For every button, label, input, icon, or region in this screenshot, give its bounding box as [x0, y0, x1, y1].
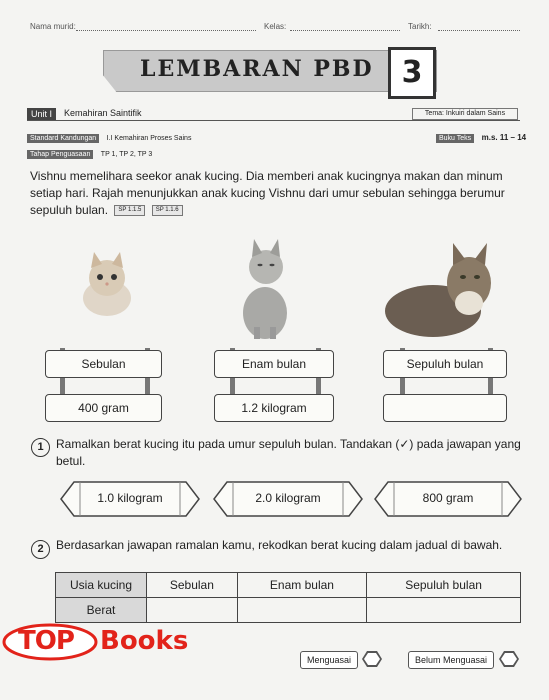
option-label: 800 gram	[422, 491, 474, 505]
column-header: Sebulan	[147, 573, 238, 598]
name-label: Nama murid:	[30, 22, 76, 31]
sheet-number: 3	[388, 47, 436, 99]
unit-name: Kemahiran Saintifik	[64, 108, 142, 118]
option-label: 2.0 kilogram	[255, 491, 321, 505]
class-label: Kelas:	[264, 22, 287, 31]
logo-top-text: TOP	[18, 626, 74, 656]
weight-sign-1: 400 gram	[45, 394, 162, 422]
divider	[27, 120, 520, 121]
buku-pages: m.s. 11 – 14	[481, 133, 527, 142]
tema-label: Tema: Inkuiri dalam Sains	[412, 108, 518, 120]
tahap-text: TP 1, TP 2, TP 3	[100, 151, 153, 158]
row-header-age: Usia kucing	[56, 573, 147, 598]
class-field[interactable]	[290, 22, 400, 31]
sp-tag-1: SP 1.1.5	[114, 205, 145, 216]
buku-tag: Buku Teks	[436, 134, 474, 143]
belum-menguasai-button[interactable]	[408, 651, 494, 669]
menguasai-checkbox-icon[interactable]	[362, 651, 382, 667]
weight-sign-3[interactable]	[383, 394, 507, 422]
age-sign-1: Sebulan	[45, 350, 162, 378]
menguasai-label: Menguasai	[307, 655, 352, 665]
topbooks-logo	[2, 622, 189, 667]
menguasai-button[interactable]	[300, 651, 358, 669]
kitten-one-month-image	[72, 250, 142, 318]
weight-cell-3[interactable]	[367, 598, 521, 623]
logo-books-text: Books	[100, 626, 189, 656]
cat-ten-months-image	[383, 243, 503, 343]
row-header-weight: Berat	[56, 598, 147, 623]
tahap-tag: Tahap Penguasaan	[27, 150, 93, 159]
column-header: Enam bulan	[237, 573, 366, 598]
question-2-number: 2	[31, 540, 50, 559]
record-table	[55, 572, 521, 623]
answer-option-1[interactable]	[60, 481, 200, 517]
intro-paragraph	[30, 168, 522, 219]
buku-row	[436, 127, 526, 145]
answer-option-2[interactable]	[213, 481, 363, 517]
name-field[interactable]	[76, 22, 256, 31]
weight-sign-2: 1.2 kilogram	[214, 394, 334, 422]
question-1-number: 1	[31, 438, 50, 457]
date-field[interactable]	[438, 22, 520, 31]
intro-text: Vishnu memelihara seekor anak kucing. Dia memberi anak kucingnya makan dan minum setiap hari. Rajah menunjukkan anak kucing Vishnu dari umur sebulan sehingga berumur sepuluh bulan.	[30, 169, 505, 217]
column-header: Sepuluh bulan	[367, 573, 521, 598]
unit-badge: Unit I	[27, 108, 56, 120]
tahap-row	[27, 143, 152, 161]
table-row	[56, 598, 521, 623]
age-sign-2: Enam bulan	[214, 350, 334, 378]
date-label: Tarikh:	[408, 22, 432, 31]
page-title: LEMBARAN PBD	[140, 56, 374, 82]
table-row	[56, 573, 521, 598]
answer-option-3[interactable]	[374, 481, 522, 517]
cat-six-months-image	[230, 235, 300, 340]
weight-cell-2[interactable]	[237, 598, 366, 623]
standard-text: I.I Kemahiran Proses Sains	[106, 135, 192, 142]
weight-cell-1[interactable]	[147, 598, 238, 623]
option-label: 1.0 kilogram	[97, 491, 163, 505]
age-sign-3: Sepuluh bulan	[383, 350, 507, 378]
standard-tag: Standard Kandungan	[27, 134, 99, 143]
sp-tag-2: SP 1.1.6	[152, 205, 183, 216]
question-2-text: Berdasarkan jawapan ramalan kamu, rekodkan berat kucing dalam jadual di bawah.	[56, 538, 503, 552]
belum-menguasai-checkbox-icon[interactable]	[499, 651, 519, 667]
belum-menguasai-label: Belum Menguasai	[415, 655, 488, 665]
question-1-text: Ramalkan berat kucing itu pada umur sepuluh bulan. Tandakan (✓) pada jawapan yang betul.	[56, 437, 521, 468]
